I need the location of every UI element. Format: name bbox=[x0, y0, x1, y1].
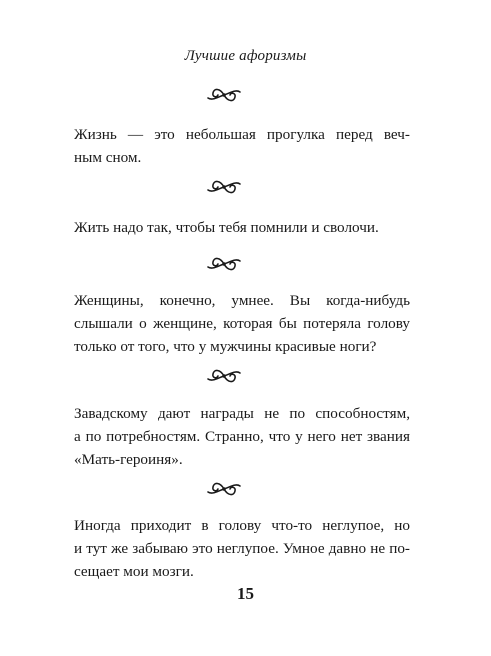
aphorism-2 bbox=[74, 216, 410, 239]
aphorism-line: ным сном. bbox=[74, 149, 142, 166]
aphorism-line: только от того, что у мужчины красивые ноги? bbox=[74, 338, 377, 355]
aphorism-line: «Мать-героиня». bbox=[74, 451, 183, 468]
aphorism-3 bbox=[74, 289, 410, 358]
fleuron-ornament-icon bbox=[206, 479, 242, 499]
aphorism-5 bbox=[74, 514, 410, 583]
fleuron-ornament-icon bbox=[206, 85, 242, 105]
page-number: 15 bbox=[237, 584, 254, 603]
aphorism-line: сещает мои мозги. bbox=[74, 563, 194, 580]
aphorism-line: Жить надо так, чтобы тебя помнили и сволочи. bbox=[74, 219, 379, 236]
aphorism-line: Завадскому дают награды не по способностям, bbox=[74, 405, 410, 422]
aphorism-4 bbox=[74, 402, 410, 471]
aphorism-line: а по потребностям. Странно, что у него нет звания bbox=[74, 428, 410, 445]
aphorism-1 bbox=[74, 123, 410, 169]
aphorism-line: слышали о женщине, которая бы потеряла голову bbox=[74, 315, 410, 332]
aphorism-line: Иногда приходит в голову что-то неглупое, но bbox=[74, 517, 410, 534]
fleuron-ornament-icon bbox=[206, 177, 242, 197]
fleuron-ornament-icon bbox=[206, 366, 242, 386]
running-title: Лучшие афоризмы bbox=[184, 48, 307, 64]
aphorism-line: Жизнь — это небольшая прогулка перед веч- bbox=[74, 126, 410, 143]
aphorism-line: и тут же забываю это неглупое. Умное давно не по- bbox=[74, 540, 410, 557]
aphorism-line: Женщины, конечно, умнее. Вы когда-нибудь bbox=[74, 292, 410, 309]
fleuron-ornament-icon bbox=[206, 254, 242, 274]
